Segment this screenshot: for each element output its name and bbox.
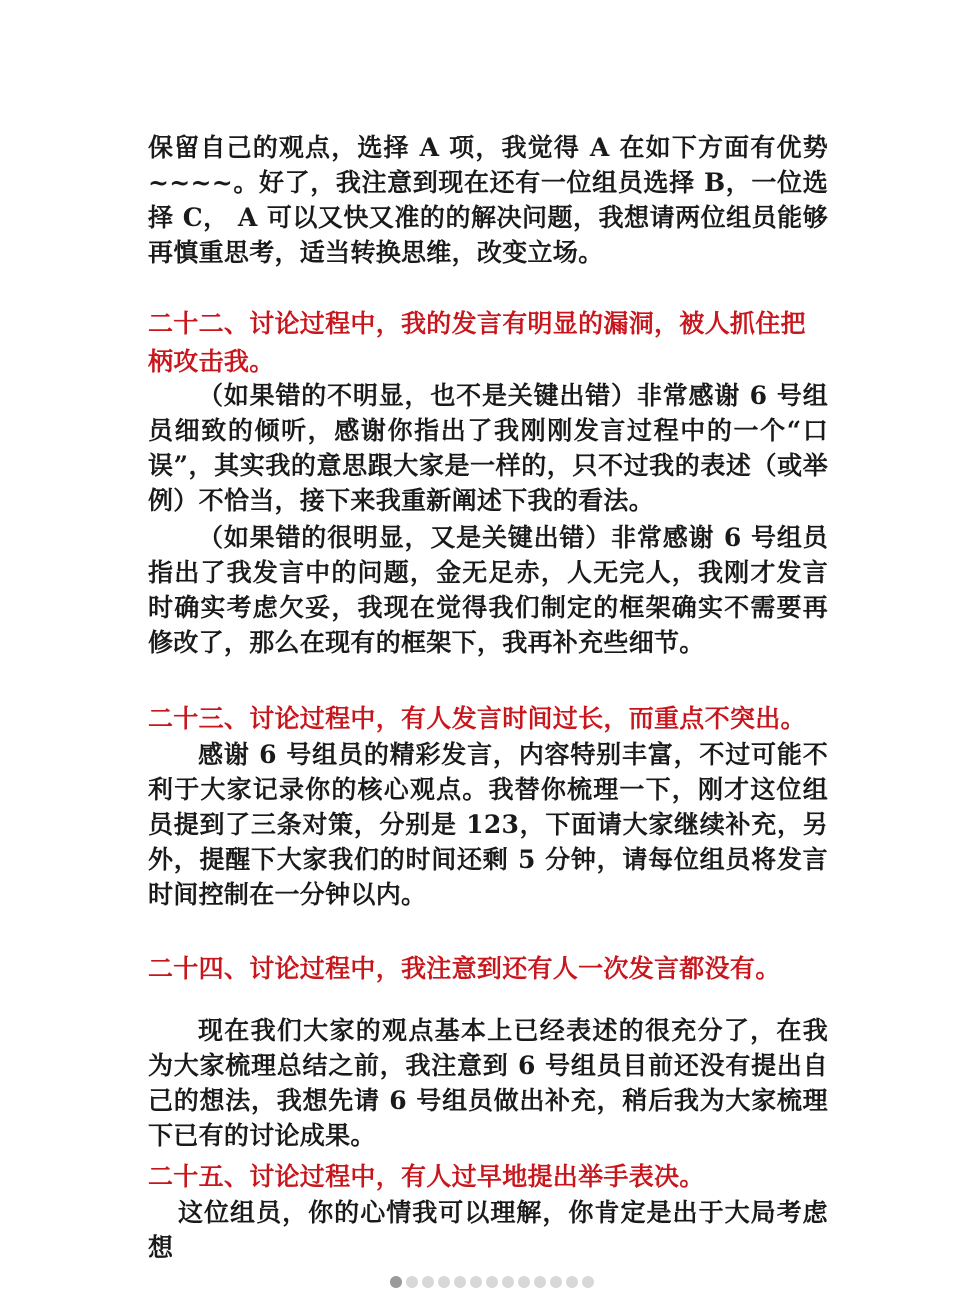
heading-22: 二十二、讨论过程中，我的发言有明显的漏洞，被人抓住把柄攻击我。 bbox=[148, 309, 806, 376]
page-dot bbox=[470, 1276, 482, 1288]
paragraph-25: 这位组员，你的心情我可以理解，你肯定是出于大局考虑想 bbox=[148, 1198, 828, 1262]
section-22-body bbox=[148, 378, 828, 518]
page-dot bbox=[486, 1276, 498, 1288]
page-dot bbox=[534, 1276, 546, 1288]
heading-23: 二十三、讨论过程中，有人发言时间过长，而重点不突出。 bbox=[148, 704, 806, 733]
section-23 bbox=[148, 700, 828, 738]
page-dot bbox=[422, 1276, 434, 1288]
page-dot bbox=[406, 1276, 418, 1288]
page-dot bbox=[438, 1276, 450, 1288]
heading-24: 二十四、讨论过程中，我注意到还有人一次发言都没有。 bbox=[148, 954, 781, 983]
page-dot bbox=[550, 1276, 562, 1288]
section-24-body bbox=[148, 1013, 828, 1153]
heading-25: 二十五、讨论过程中，有人过早地提出举手表决。 bbox=[148, 1162, 705, 1191]
paragraph-22a: （如果错的不明显，也不是关键出错）非常感谢 6 号组员细致的倾听，感谢你指出了我刚刚发言过程中的一个“口误”，其实我的意思跟大家是一样的，只不过我的表述（或举例）不恰当，接下来我重新阐述下我的看法。 bbox=[148, 381, 828, 515]
page-dot bbox=[582, 1276, 594, 1288]
section-24 bbox=[148, 950, 828, 988]
paragraph-intro: 保留自己的观点，选择 A 项，我觉得 A 在如下方面有优势~~~~。好了，我注意到现在还有一位组员选择 B，一位选择 C， A 可以又快又准的的解决问题，我想请两位组员能够再慎重思考，适当转换思维，改变立场。 bbox=[148, 133, 828, 267]
page-dot bbox=[390, 1276, 402, 1288]
section-22 bbox=[148, 305, 828, 381]
paragraph-22b: （如果错的很明显，又是关键出错）非常感谢 6 号组员指出了我发言中的问题，金无足赤，人无完人，我刚才发言时确实考虑欠妥，我现在觉得我们制定的框架确实不需要再修改了，那么在现有的框架下，我再补充些细节。 bbox=[148, 523, 828, 657]
page-dot bbox=[502, 1276, 514, 1288]
page-dot bbox=[566, 1276, 578, 1288]
page-dot bbox=[454, 1276, 466, 1288]
section-22-body-2 bbox=[148, 520, 828, 660]
section-25-body bbox=[148, 1195, 828, 1265]
page-indicator bbox=[390, 1276, 594, 1288]
section-intro bbox=[148, 130, 828, 270]
paragraph-23: 感谢 6 号组员的精彩发言，内容特别丰富，不过可能不利于大家记录你的核心观点。我替你梳理一下，刚才这位组员提到了三条对策，分别是 123，下面请大家继续补充，另外，提醒下大家我们的时间还剩 5 分钟，请每位组员将发言时间控制在一分钟以内。 bbox=[148, 740, 828, 909]
section-23-body bbox=[148, 737, 828, 912]
paragraph-24: 现在我们大家的观点基本上已经表述的很充分了，在我为大家梳理总结之前，我注意到 6 号组员目前还没有提出自己的想法，我想先请 6 号组员做出补充，稍后我为大家梳理下已有的讨论成果。 bbox=[148, 1016, 828, 1150]
page-dot bbox=[518, 1276, 530, 1288]
section-25 bbox=[148, 1158, 828, 1196]
